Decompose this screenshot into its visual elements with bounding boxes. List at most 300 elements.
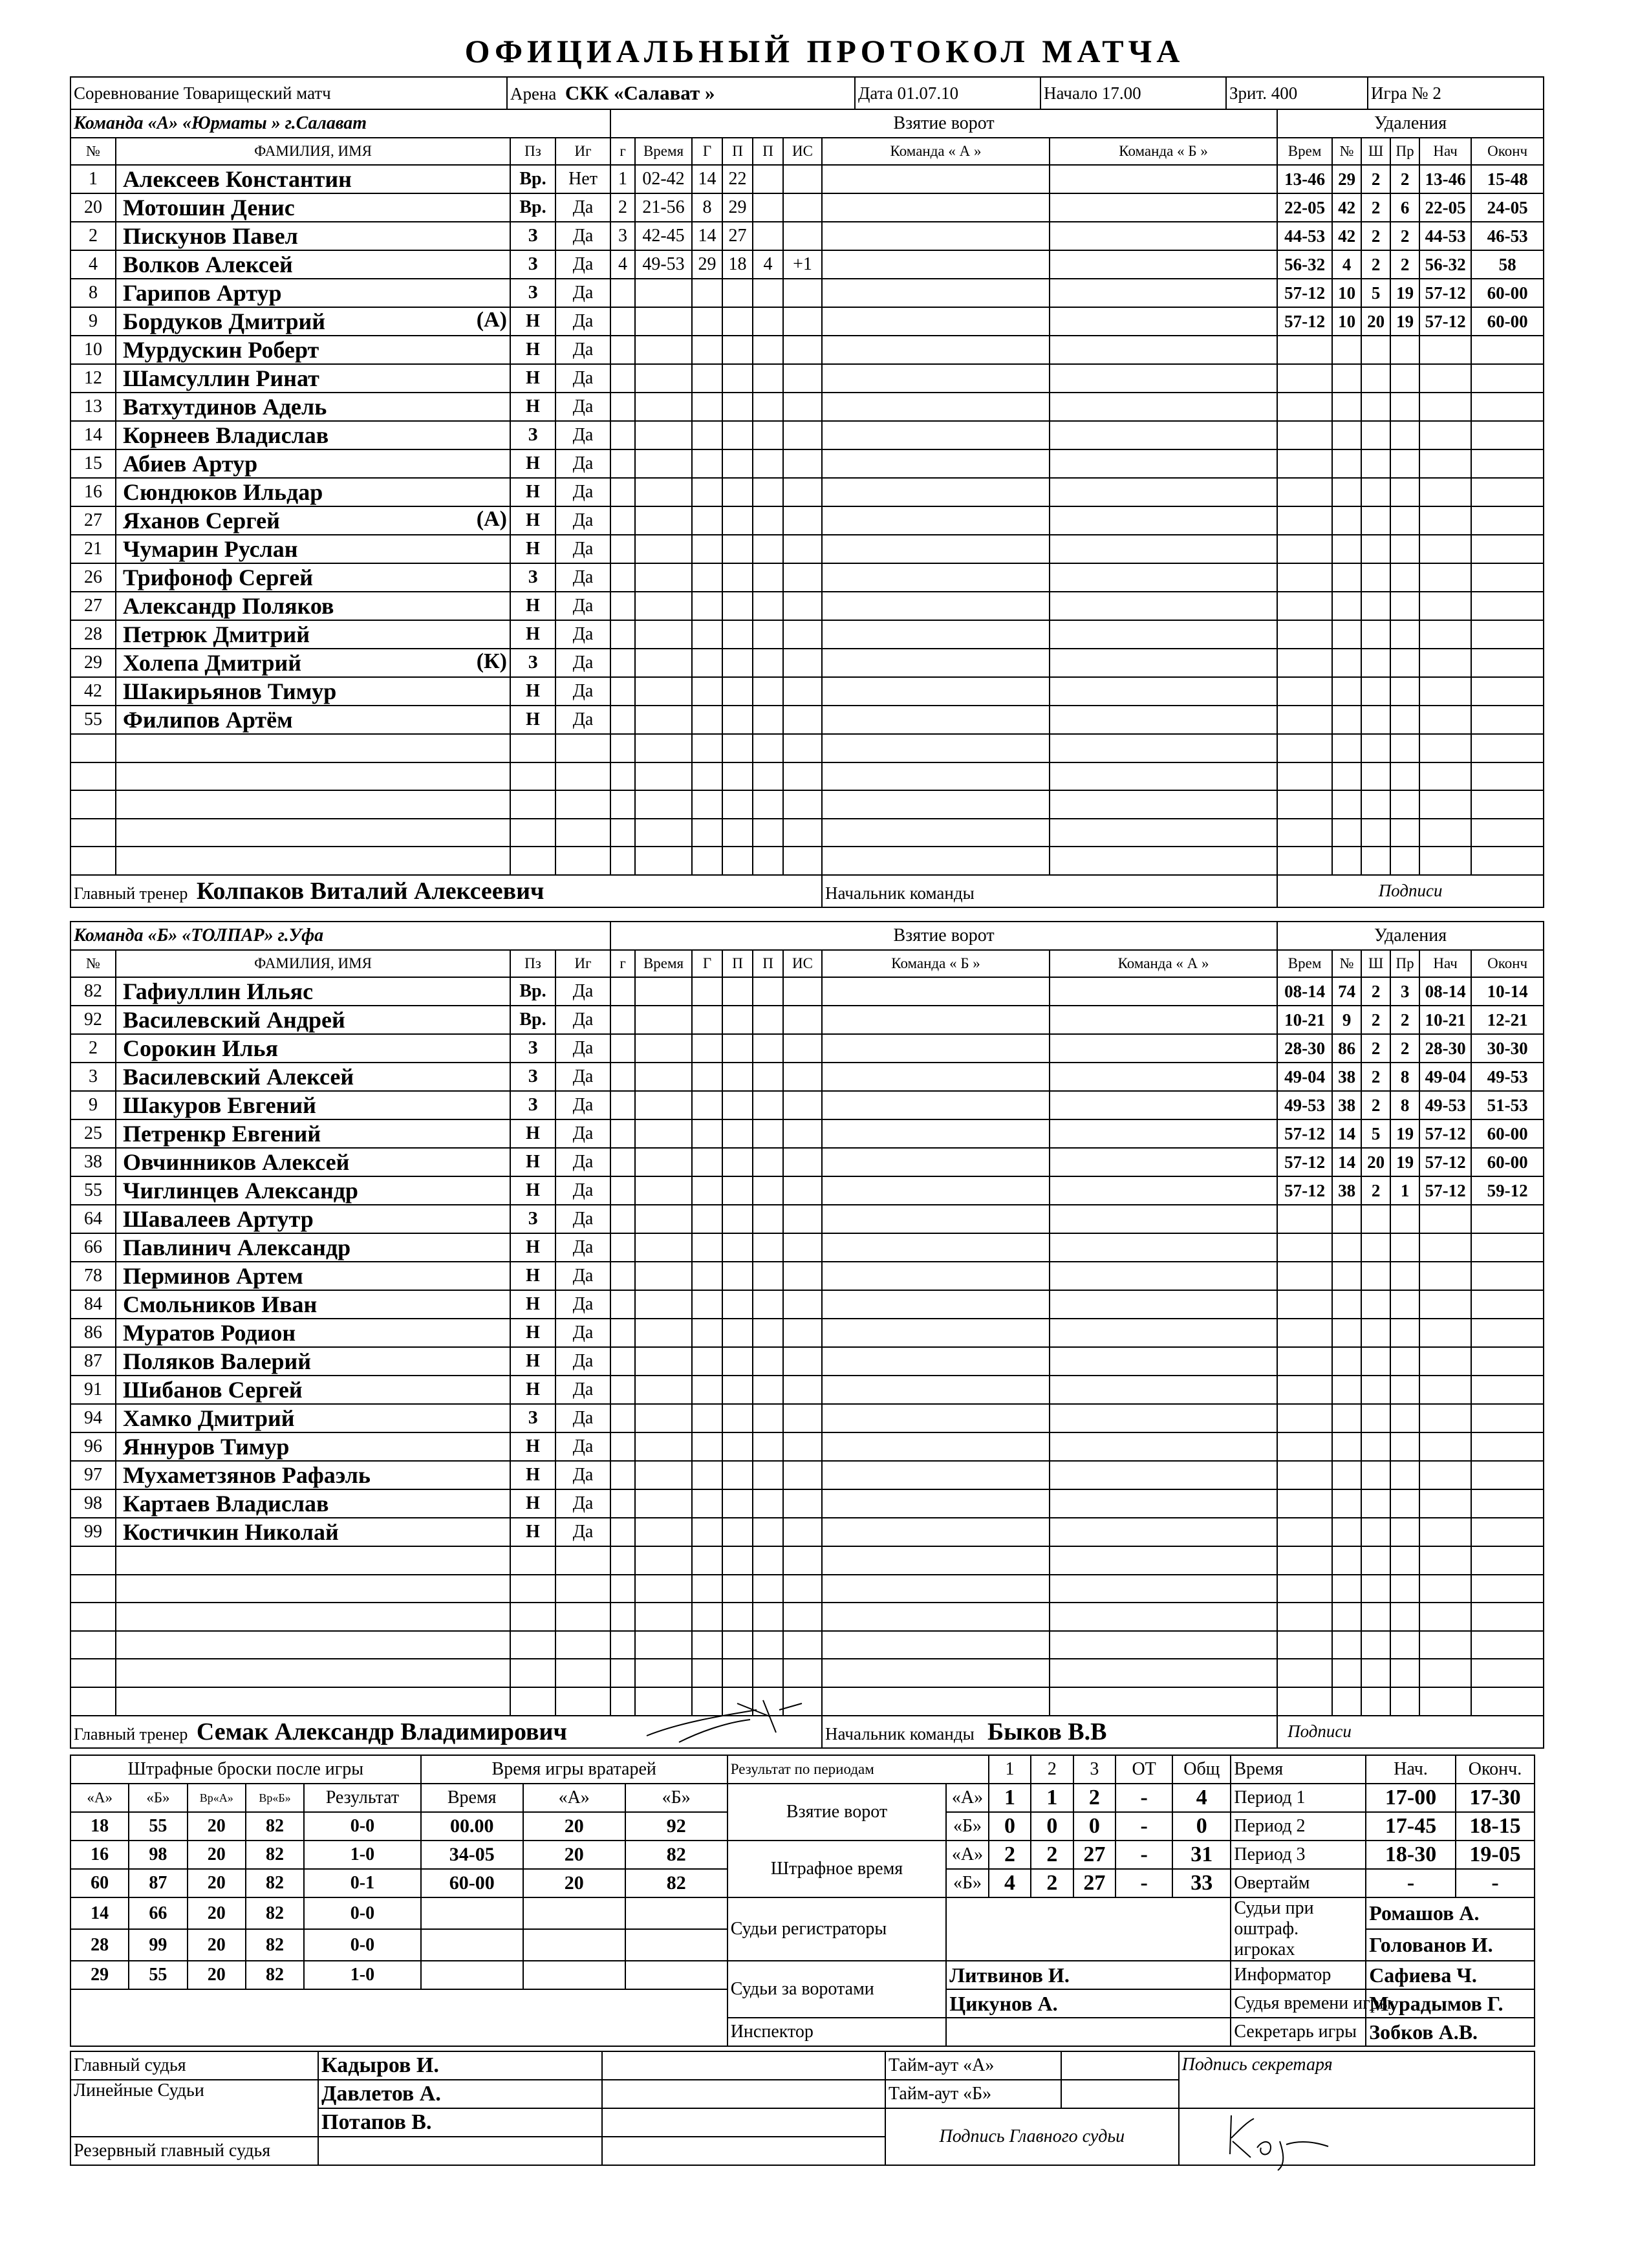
player-position [510, 1687, 555, 1716]
pen-player [1332, 1687, 1361, 1716]
goal-assist-1 [722, 762, 753, 791]
pen-time [1277, 620, 1332, 649]
pen-minutes: 2 [1361, 165, 1390, 193]
goal-time [635, 1546, 692, 1575]
goal-onice-2 [1050, 734, 1277, 762]
goal-number [610, 421, 635, 449]
goal-time [635, 279, 692, 307]
player-row [70, 393, 1544, 421]
goal-time [635, 478, 692, 506]
pen-reason: 19 [1390, 279, 1419, 307]
pen-player: 38 [1332, 1063, 1361, 1091]
col-pos: Пз [510, 138, 555, 165]
player-row [70, 706, 1544, 734]
goal-scorer [692, 790, 722, 819]
goal-assist-2 [753, 677, 783, 706]
goal-time [635, 977, 692, 1006]
goal-assist-2 [753, 393, 783, 421]
player-position: Н [510, 478, 555, 506]
goal-assist-2 [753, 364, 783, 393]
goal-strength [783, 1376, 822, 1404]
pen-reason [1390, 706, 1419, 734]
pen-start [1419, 1262, 1471, 1290]
pen-minutes [1361, 1233, 1390, 1262]
player-played: Да [555, 1091, 610, 1119]
goal-assist-1 [722, 1376, 753, 1404]
player-row [70, 677, 1544, 706]
goal-onice-2 [1050, 478, 1277, 506]
goal-time [635, 307, 692, 336]
pen-player [1332, 1319, 1361, 1347]
goal-assist-1 [722, 1461, 753, 1489]
player-name [116, 1461, 510, 1489]
player-row [70, 1376, 1544, 1404]
reserve-ref [318, 2137, 601, 2165]
pen-start [1419, 364, 1471, 393]
player-name [116, 762, 510, 791]
goal-onice-2 [1050, 279, 1277, 307]
penbox-judge-1: Ромашов А. [1366, 1897, 1535, 1929]
time-title: Время [1231, 1755, 1366, 1784]
player-position: Н [510, 506, 555, 535]
goal-number [610, 506, 635, 535]
goal-scorer [692, 535, 722, 563]
player-name [116, 1687, 510, 1716]
pen-minutes [1361, 1262, 1390, 1290]
pen-minutes [1361, 535, 1390, 563]
player-position: Н [510, 1119, 555, 1148]
goal-scorer [692, 847, 722, 875]
pen-label: Штрафное время [727, 1841, 947, 1897]
so-cell: 82 [246, 1812, 304, 1841]
pen-start [1419, 762, 1471, 791]
goal-time [635, 734, 692, 762]
empty-row [70, 1546, 1544, 1575]
goal-scorer [692, 677, 722, 706]
player-number: 87 [70, 1347, 116, 1376]
empty-cell [421, 1961, 523, 1989]
pen-end [1471, 706, 1544, 734]
pen-a-p2: 2 [1031, 1841, 1073, 1869]
goal-time [635, 819, 692, 847]
player-name-text: Филипов Артём [123, 707, 293, 733]
pen-time [1277, 1575, 1332, 1603]
goal-number [610, 1063, 635, 1091]
pen-minutes: 20 [1361, 307, 1390, 336]
goal-number [610, 1205, 635, 1233]
pen-end [1471, 1461, 1544, 1489]
player-row [70, 364, 1544, 393]
pen-reason [1390, 535, 1419, 563]
pen-start [1419, 1432, 1471, 1461]
goal-assist-2 [753, 1148, 783, 1176]
player-name [116, 1148, 510, 1176]
player-name [116, 1262, 510, 1290]
pen-time [1277, 506, 1332, 535]
pen-time: 57-12 [1277, 307, 1332, 336]
pen-time: 10-21 [1277, 1006, 1332, 1034]
goal-strength [783, 847, 822, 875]
player-name-text: Мухаметзянов Рафаэль [123, 1462, 371, 1488]
player-name [116, 1518, 510, 1546]
pen-minutes [1361, 1205, 1390, 1233]
goal-number [610, 734, 635, 762]
goal-time [635, 1262, 692, 1290]
player-name-text: Петренкр Евгений [123, 1121, 321, 1147]
goal-assist-1 [722, 1205, 753, 1233]
player-position: Н [510, 449, 555, 478]
player-played [555, 790, 610, 819]
goal-onice-2 [1050, 649, 1277, 677]
goal-onice-1 [822, 1063, 1050, 1091]
goal-onice-2 [1050, 1603, 1277, 1631]
goal-onice-1 [822, 1091, 1050, 1119]
player-played: Да [555, 421, 610, 449]
pen-minutes [1361, 1687, 1390, 1716]
player-name-text: Шибанов Сергей [123, 1377, 303, 1403]
goals-b-ot: - [1116, 1812, 1172, 1841]
player-name-text: Шавалеев Артутр [123, 1206, 314, 1232]
col-pen-reason: Пр [1390, 138, 1419, 165]
goal-scorer [692, 279, 722, 307]
goal-strength [783, 1063, 822, 1091]
player-position: Вр. [510, 977, 555, 1006]
pen-time: 49-53 [1277, 1091, 1332, 1119]
pen-end [1471, 1575, 1544, 1603]
goal-strength [783, 1205, 822, 1233]
pen-time [1277, 364, 1332, 393]
goal-scorer [692, 1006, 722, 1034]
pen-minutes [1361, 1489, 1390, 1518]
pen-end [1471, 1631, 1544, 1659]
goal-onice-1 [822, 977, 1050, 1006]
player-name [116, 165, 510, 193]
goal-onice-1 [822, 336, 1050, 364]
pen-end [1471, 1404, 1544, 1432]
pen-start [1419, 535, 1471, 563]
game-number: Игра № 2 [1368, 77, 1544, 109]
player-position: З [510, 1034, 555, 1063]
player-name [116, 706, 510, 734]
pen-player [1332, 1205, 1361, 1233]
goal-number [610, 1119, 635, 1148]
pen-time [1277, 535, 1332, 563]
player-position: Н [510, 1262, 555, 1290]
pen-reason: 8 [1390, 1063, 1419, 1091]
team-b-goals-header: Взятие ворот [610, 922, 1277, 950]
goal-onice-1 [822, 1461, 1050, 1489]
goal-assist-2 [753, 1319, 783, 1347]
player-position: Вр. [510, 165, 555, 193]
goal-onice-2 [1050, 1319, 1277, 1347]
goal-time [635, 1489, 692, 1518]
goals-a-p2: 1 [1031, 1784, 1073, 1812]
pen-end: 59-12 [1471, 1176, 1544, 1205]
pen-player [1332, 734, 1361, 762]
goal-assist-2 [753, 977, 783, 1006]
goal-onice-1 [822, 1205, 1050, 1233]
pen-end [1471, 1518, 1544, 1546]
player-played: Да [555, 307, 610, 336]
player-number [70, 762, 116, 791]
goal-scorer [692, 1319, 722, 1347]
goal-strength [783, 1489, 822, 1518]
pen-end [1471, 734, 1544, 762]
pen-player [1332, 1233, 1361, 1262]
so-cell: 20 [188, 1929, 246, 1961]
player-played: Да [555, 677, 610, 706]
informator: Сафиева Ч. [1366, 1961, 1535, 1989]
informator-label: Информатор [1231, 1961, 1366, 1989]
empty-cell [523, 1929, 625, 1961]
goal-assist-2 [753, 1575, 783, 1603]
goal-time [635, 364, 692, 393]
player-position [510, 734, 555, 762]
pen-player [1332, 1546, 1361, 1575]
goal-assist-2 [753, 847, 783, 875]
team-b-chief: Начальник команды Быков В.В [822, 1716, 1277, 1748]
inspector-label: Инспектор [727, 2018, 947, 2046]
player-name-text: Холепа Дмитрий [123, 650, 301, 676]
player-name-text: Чумарин Руслан [123, 536, 298, 562]
pen-start: 57-12 [1419, 1176, 1471, 1205]
goal-scorer [692, 1205, 722, 1233]
player-number: 92 [70, 1006, 116, 1034]
secretary-signature: Подпись секретаря [1179, 2051, 1535, 2108]
player-row [70, 1518, 1544, 1546]
goal-number [610, 1006, 635, 1034]
goal-scorer [692, 819, 722, 847]
goal-scorer [692, 449, 722, 478]
goals-a-label: «А» [946, 1784, 988, 1812]
goal-assist-2 [753, 706, 783, 734]
gt-col-a: «А» [523, 1784, 625, 1812]
player-number: 14 [70, 421, 116, 449]
player-row [70, 1404, 1544, 1432]
player-name [116, 535, 510, 563]
timekeeper: Мурадымов Г. [1366, 1989, 1535, 2018]
pen-reason [1390, 506, 1419, 535]
pen-start [1419, 1347, 1471, 1376]
goal-onice-1 [822, 677, 1050, 706]
goal-time [635, 847, 692, 875]
goal-assist-1 [722, 1518, 753, 1546]
pen-player [1332, 364, 1361, 393]
goal-number [610, 677, 635, 706]
goal-onice-2 [1050, 1262, 1277, 1290]
pen-time [1277, 1233, 1332, 1262]
pen-time: 56-32 [1277, 250, 1332, 279]
secretary-label: Секретарь игры [1231, 2018, 1366, 2046]
player-played: Да [555, 193, 610, 222]
periods-title: Результат по периодам [727, 1755, 989, 1784]
goal-scorer [692, 649, 722, 677]
pen-reason [1390, 393, 1419, 421]
goal-judge-2: Цикунов А. [946, 1989, 1231, 2018]
goal-strength [783, 1404, 822, 1432]
pen-reason: 6 [1390, 193, 1419, 222]
player-row [70, 620, 1544, 649]
pen-player: 42 [1332, 222, 1361, 250]
player-name-text: Шамсуллин Ринат [123, 365, 319, 391]
team-b-title: Команда «Б» «ТОЛПАР» г.Уфа [70, 922, 610, 950]
goal-strength [783, 307, 822, 336]
goal-assist-1: 27 [722, 222, 753, 250]
player-name [116, 193, 510, 222]
pen-player [1332, 1432, 1361, 1461]
player-name [116, 222, 510, 250]
player-played: Да [555, 1347, 610, 1376]
goal-onice-1 [822, 250, 1050, 279]
player-position: Н [510, 1347, 555, 1376]
col-goal-time: Время [635, 950, 692, 977]
pen-end [1471, 1319, 1544, 1347]
goal-onice-2 [1050, 393, 1277, 421]
player-name-text: Мурдускин Роберт [123, 337, 319, 363]
goal-onice-2 [1050, 1631, 1277, 1659]
pen-start [1419, 393, 1471, 421]
goal-assist-1 [722, 1063, 753, 1091]
goal-assist-2 [753, 1063, 783, 1091]
goal-assist-2 [753, 1262, 783, 1290]
pen-time [1277, 1546, 1332, 1575]
empty-row [70, 734, 1544, 762]
player-number: 25 [70, 1119, 116, 1148]
pen-start [1419, 478, 1471, 506]
inspector [946, 2018, 1231, 2046]
player-name-text: Гарипов Артур [123, 280, 282, 306]
player-played: Да [555, 1319, 610, 1347]
goal-time [635, 1432, 692, 1461]
player-row [70, 592, 1544, 620]
player-number: 15 [70, 449, 116, 478]
pen-end: 12-21 [1471, 1006, 1544, 1034]
goal-time [635, 1006, 692, 1034]
player-name [116, 734, 510, 762]
pen-player: 4 [1332, 250, 1361, 279]
start-time: Начало 17.00 [1040, 77, 1226, 109]
goal-number [610, 1347, 635, 1376]
goal-scorer [692, 592, 722, 620]
player-name-text: Овчинников Алексей [123, 1149, 350, 1175]
player-number: 10 [70, 336, 116, 364]
pen-minutes: 2 [1361, 1176, 1390, 1205]
goal-strength [783, 506, 822, 535]
goal-scorer [692, 421, 722, 449]
pen-player [1332, 706, 1361, 734]
goal-time [635, 535, 692, 563]
empty-row [70, 762, 1544, 791]
goal-time [635, 506, 692, 535]
pen-end [1471, 1347, 1544, 1376]
pen-player [1332, 1659, 1361, 1687]
pen-reason [1390, 336, 1419, 364]
goal-scorer [692, 1063, 722, 1091]
player-name [116, 1631, 510, 1659]
goal-assist-2: 4 [753, 250, 783, 279]
goal-number [610, 1687, 635, 1716]
pen-time [1277, 790, 1332, 819]
gt-cell: 82 [625, 1869, 727, 1897]
reserve-ref-label: Резервный главный судья [70, 2137, 318, 2165]
goal-number [610, 1290, 635, 1319]
player-played [555, 1659, 610, 1687]
pen-start [1419, 1518, 1471, 1546]
goal-number [610, 307, 635, 336]
player-position [510, 1659, 555, 1687]
goal-assist-1 [722, 307, 753, 336]
pen-start: 08-14 [1419, 977, 1471, 1006]
goal-scorer [692, 734, 722, 762]
goal-time [635, 1319, 692, 1347]
pen-reason [1390, 1233, 1419, 1262]
goal-onice-2 [1050, 364, 1277, 393]
pen-player [1332, 1404, 1361, 1432]
pen-end [1471, 1376, 1544, 1404]
col-goal-num: г [610, 138, 635, 165]
player-number: 55 [70, 1176, 116, 1205]
goal-onice-1 [822, 1546, 1050, 1575]
player-number: 1 [70, 165, 116, 193]
player-position: Н [510, 1461, 555, 1489]
pen-reason [1390, 592, 1419, 620]
goal-judges-label: Судьи за воротами [727, 1961, 947, 2018]
goal-onice-2 [1050, 1461, 1277, 1489]
goal-assist-2 [753, 1489, 783, 1518]
so-col-ga: Вр«А» [188, 1784, 246, 1812]
player-name [116, 1091, 510, 1119]
period-3-head: 3 [1073, 1755, 1116, 1784]
player-played [555, 1603, 610, 1631]
pen-minutes [1361, 1575, 1390, 1603]
player-position: З [510, 1063, 555, 1091]
goal-number [610, 847, 635, 875]
pen-minutes: 5 [1361, 1119, 1390, 1148]
team-a-coach: Главный тренер Колпаков Виталий Алексеевич [70, 875, 822, 907]
goal-strength [783, 1006, 822, 1034]
goal-number [610, 1262, 635, 1290]
pen-start [1419, 1575, 1471, 1603]
page-title: ОФИЦИАЛЬНЫЙ ПРОТОКОЛ МАТЧА [464, 33, 1185, 69]
pen-end [1471, 1489, 1544, 1518]
pen-minutes [1361, 336, 1390, 364]
goal-number [610, 977, 635, 1006]
pen-reason [1390, 1347, 1419, 1376]
goal-assist-1 [722, 1603, 753, 1631]
pen-reason: 1 [1390, 1176, 1419, 1205]
goal-onice-2 [1050, 1376, 1277, 1404]
player-name [116, 620, 510, 649]
player-name [116, 1432, 510, 1461]
pen-player [1332, 563, 1361, 592]
player-name [116, 279, 510, 307]
goal-strength [783, 1034, 822, 1063]
player-number: 94 [70, 1404, 116, 1432]
goal-assist-1 [722, 421, 753, 449]
pen-end [1471, 1432, 1544, 1461]
pen-player [1332, 1489, 1361, 1518]
goal-time [635, 563, 692, 592]
overtime-label: Овертайм [1231, 1869, 1366, 1897]
so-col-result: Результат [304, 1784, 421, 1812]
col-assist2: П [753, 950, 783, 977]
timeout-a-label: Тайм-аут «А» [885, 2051, 1061, 2080]
goal-strength [783, 165, 822, 193]
goal-scorer [692, 1603, 722, 1631]
pen-minutes [1361, 819, 1390, 847]
player-number: 29 [70, 649, 116, 677]
goal-assist-2 [753, 307, 783, 336]
